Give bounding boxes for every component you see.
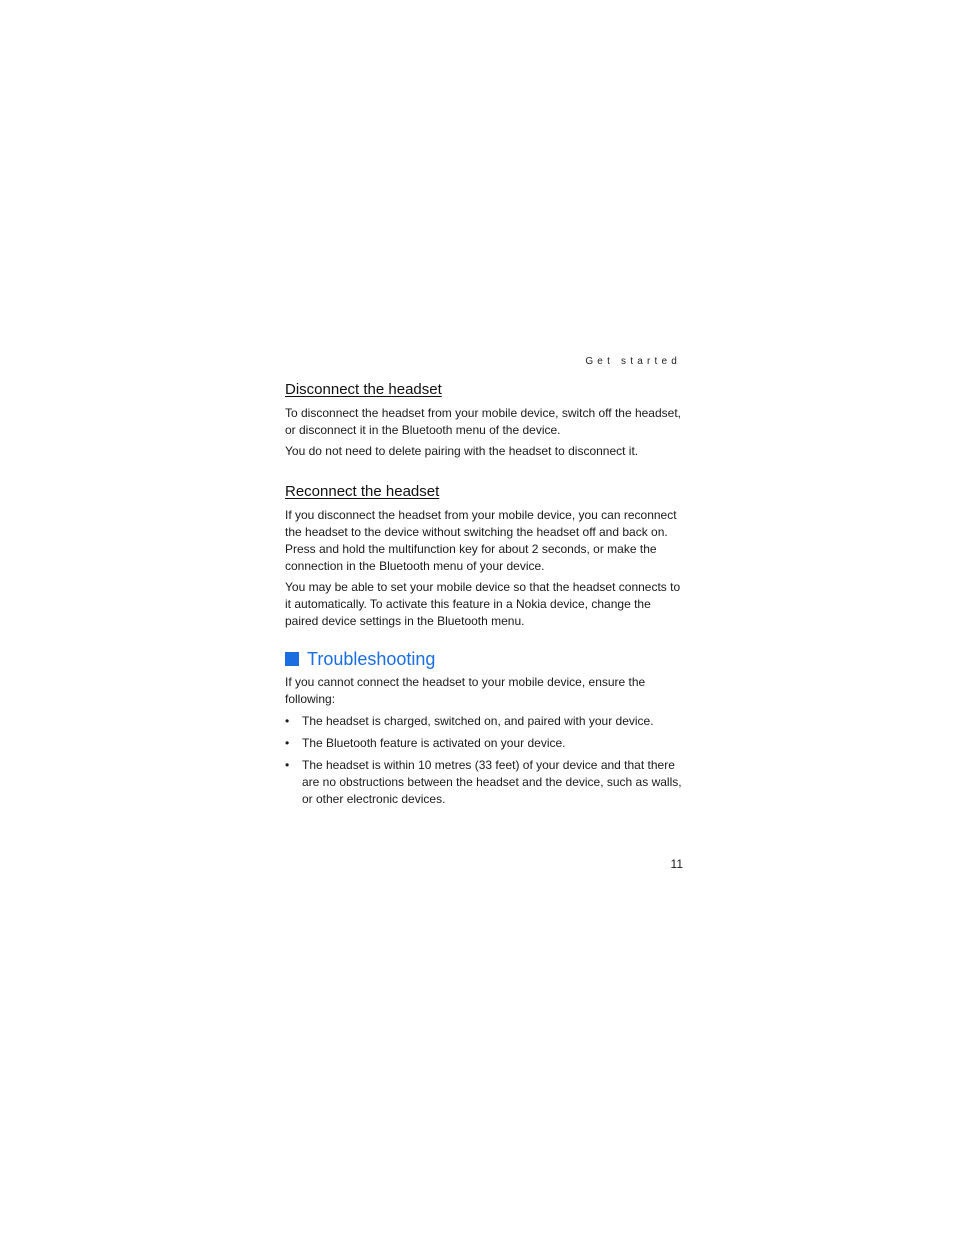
disconnect-paragraph-1: To disconnect the headset from your mobile device, switch off the headset, or disconnect it in the Bluetooth menu of the device. [285,406,681,437]
list-item-text: The Bluetooth feature is activated on your device. [302,736,566,750]
page-content [285,380,685,813]
bullet-icon: • [285,714,290,728]
reconnect-paragraph-2: You may be able to set your mobile device so that the headset connects to it automatically. To activate this feature in a Nokia device, change the paired device settings in the Bluetooth menu. [285,580,681,628]
troubleshooting-intro: If you cannot connect the headset to your mobile device, ensure the following: [285,675,646,706]
reconnect-paragraph-1: If you disconnect the headset from your mobile device, you can reconnect the headset to the device without switching the headset off and back on. Press and hold the multifunction key for about 2 seconds, or make the connection in the Bluetooth menu of your device. [285,508,677,573]
troubleshooting-checklist [285,713,685,808]
running-header: Get started [585,356,681,367]
list-item-text: The headset is charged, switched on, and paired with your device. [302,714,654,728]
disconnect-heading: Disconnect the headset [285,381,442,398]
spacer [285,464,685,482]
list-item-text: The headset is within 10 metres (33 feet) of your device and that there are no obstructions between the headset and the device, such as walls, or other electronic devices. [302,758,682,806]
disconnect-paragraph-2: You do not need to delete pairing with the headset to disconnect it. [285,444,639,458]
troubleshooting-section-title [285,647,685,671]
page-number: 11 [670,857,683,871]
troubleshooting-title: Troubleshooting [307,649,436,669]
bullet-icon: • [285,758,290,772]
reconnect-heading: Reconnect the headset [285,483,440,500]
list-item [285,757,685,808]
section-square-icon [285,652,299,666]
bullet-icon: • [285,736,290,750]
list-item [285,735,685,752]
list-item [285,713,685,730]
